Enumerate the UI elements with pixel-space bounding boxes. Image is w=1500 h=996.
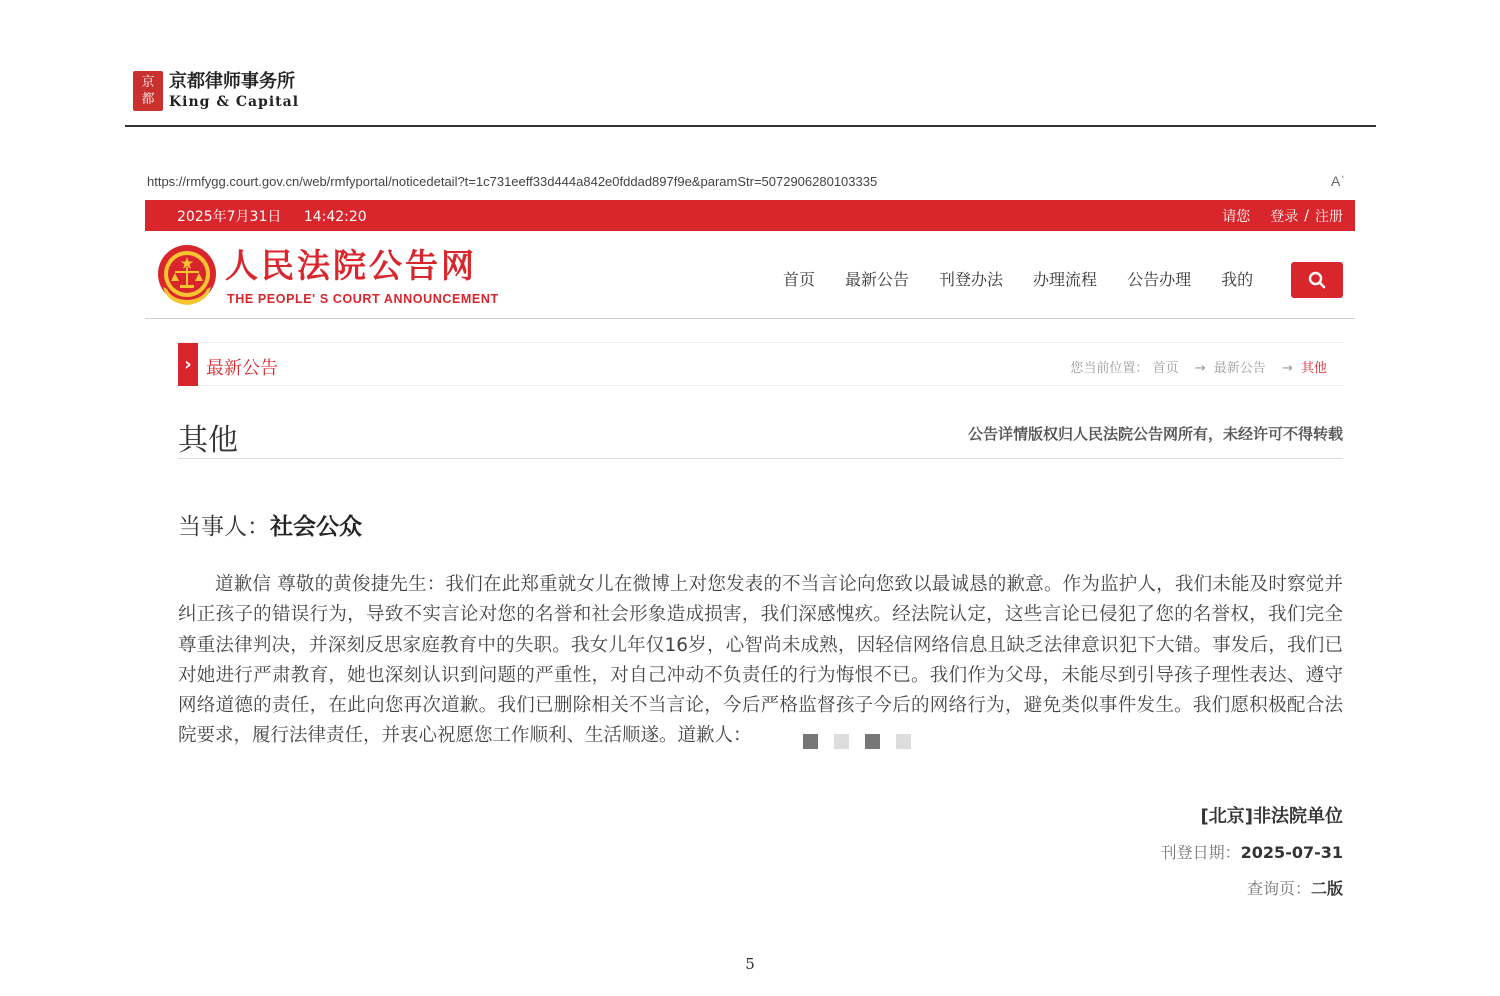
main-nav <box>783 267 1283 290</box>
login-link[interactable]: 登录 <box>1270 208 1299 225</box>
notice-divider <box>178 458 1343 459</box>
current-date: 2025年7月31日 <box>177 208 282 225</box>
firm-seal-char: 京 <box>141 75 155 90</box>
redacted-signature <box>766 729 927 744</box>
party-value: 社会公众 <box>270 514 362 540</box>
letterhead-divider <box>125 125 1376 127</box>
site-header <box>145 231 1355 319</box>
court-emblem-icon[interactable] <box>157 243 217 309</box>
site-title[interactable]: 人民法院公告网 <box>225 246 477 285</box>
section-title: 最新公告 <box>206 358 278 379</box>
nav-item-process[interactable]: 办理流程 <box>1033 270 1098 289</box>
nav-item-notice-handling[interactable]: 公告办理 <box>1127 270 1192 289</box>
breadcrumb-arrow: → <box>1281 361 1293 376</box>
publication-date-label: 刊登日期： <box>1160 843 1241 862</box>
search-icon <box>1308 271 1326 289</box>
nav-item-mine[interactable]: 我的 <box>1221 270 1254 289</box>
browser-address-bar[interactable] <box>145 168 1355 194</box>
nav-item-publishing-rules[interactable]: 刊登办法 <box>939 270 1004 289</box>
greeting-text: 请您 <box>1222 208 1251 225</box>
firm-seal-logo <box>133 71 163 111</box>
notice-body <box>178 570 1343 752</box>
redaction-block <box>803 734 818 749</box>
breadcrumb-arrow: → <box>1194 361 1206 376</box>
redaction-block <box>865 734 880 749</box>
notice-type-heading: 其他 <box>178 423 238 458</box>
breadcrumb-home[interactable]: 首页 <box>1152 361 1179 376</box>
issuer-name: [北京]非法院单位 <box>1200 806 1343 827</box>
party-label: 当事人： <box>178 514 270 540</box>
breadcrumb-label: 您当前位置： <box>1070 361 1149 376</box>
redaction-block <box>896 734 911 749</box>
breadcrumb-latest-notices[interactable]: 最新公告 <box>1213 361 1266 376</box>
login-register-separator: / <box>1304 207 1309 224</box>
redaction-block <box>834 734 849 749</box>
chevron-right-icon: › <box>178 343 198 386</box>
notice-body-text: 道歉信 尊敬的黄俊捷先生：我们在此郑重就女儿在微博上对您发表的不当言论向您致以最诚恳的歉意。作为监护人，我们未能及时察觉并纠正孩子的错误行为，导致不实言论对您的名誉和社会形象造成损害，我们深感愧疚。经法院认定，这些言论已侵犯了您的名誉权，我们完全尊重法律判决，并深刻反思家庭教育中的失职。我女儿年仅16岁，心智尚未成熟，因轻信网络信息且缺乏法律意识犯下大错。事发后，我们已对她进行严肃教育，她也深刻认识到问题的严重性，对自己冲动不负责任的行为悔恨不已。我们作为父母，未能尽到引导孩子理性表达、遵守网络道德的责任，在此向您再次道歉。我们已删除相关不当言论，今后严格监督孩子今后的网络行为，避免类似事件发生。我们愿积极配合法院要求，履行法律责任，并衷心祝愿您工作顺利、生活顺遂。道歉人： <box>178 574 1343 747</box>
url-text[interactable]: https://rmfygg.court.gov.cn/web/rmfyportal/noticedetail?t=1c731eeff33d444a842e0fddad897f9e&paramStr=5072906280103335 <box>147 173 878 189</box>
site-top-bar <box>145 200 1355 231</box>
nav-item-home[interactable]: 首页 <box>783 270 816 289</box>
query-page-label: 查询页： <box>1246 879 1311 898</box>
firm-seal-char: 都 <box>141 92 155 107</box>
site-subtitle: THE PEOPLE' S COURT ANNOUNCEMENT <box>227 292 499 306</box>
breadcrumb-current: 其他 <box>1300 361 1327 376</box>
query-page <box>1247 876 1343 899</box>
copyright-notice: 公告详情版权归人民法院公告网所有，未经许可不得转载 <box>967 425 1343 443</box>
party-line <box>178 508 362 541</box>
firm-letterhead <box>133 70 299 112</box>
search-button[interactable] <box>1291 262 1343 298</box>
publication-date <box>1161 840 1343 863</box>
breadcrumb <box>1070 357 1327 376</box>
register-link[interactable]: 注册 <box>1315 208 1343 225</box>
firm-name-cn: 京都律师事务所 <box>169 71 295 92</box>
query-page-value: 二版 <box>1310 879 1343 898</box>
section-strip <box>178 342 1343 386</box>
document-page-number: 5 <box>745 955 755 973</box>
read-aloud-icon[interactable]: Aʾ <box>1331 173 1345 189</box>
nav-item-latest-notices[interactable]: 最新公告 <box>845 270 910 289</box>
publication-date-value: 2025-07-31 <box>1240 843 1343 862</box>
current-time: 14:42:20 <box>303 208 367 225</box>
firm-name-en: King & Capital <box>169 94 300 110</box>
